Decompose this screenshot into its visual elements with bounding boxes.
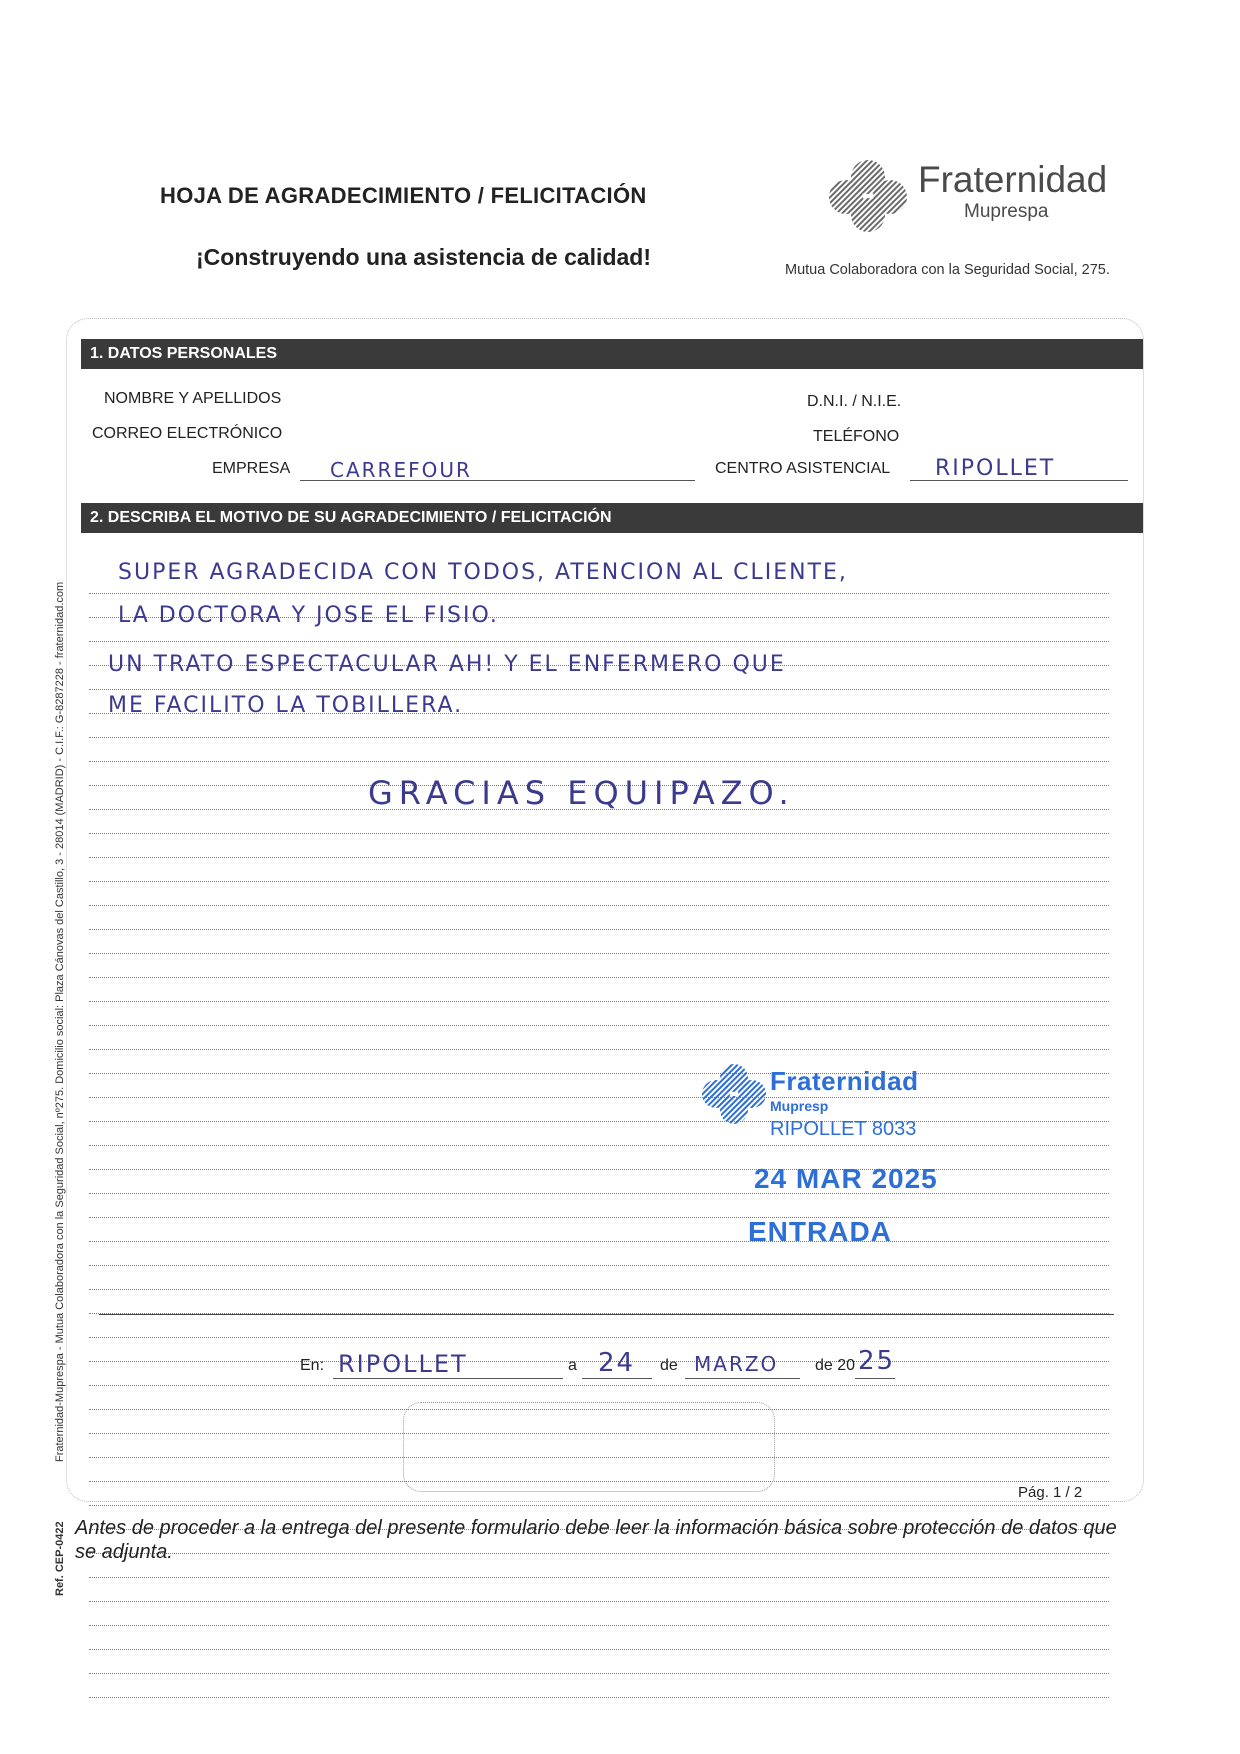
section-motivo-heading: 2. DESCRIBA EL MOTIVO DE SU AGRADECIMIENTO / FELICITACIÓN <box>81 503 1143 533</box>
message-line-3: UN TRATO ESPECTACULAR AH! Y EL ENFERMERO QUE <box>108 652 786 677</box>
entry-stamp <box>690 1060 950 1260</box>
fraternidad-logo <box>820 155 1120 235</box>
signature-box[interactable] <box>403 1402 775 1492</box>
stamp-clover-icon <box>690 1060 770 1126</box>
form-subtitle: ¡Construyendo una asistencia de calidad! <box>196 244 651 270</box>
month-value[interactable]: MARZO <box>694 1352 779 1376</box>
dni-label: D.N.I. / N.I.E. <box>807 393 902 410</box>
clover-logo-icon <box>820 155 910 235</box>
empresa-value[interactable]: CARREFOUR <box>330 458 472 482</box>
a-label: a <box>568 1357 577 1374</box>
year-value[interactable]: 25 <box>858 1346 896 1376</box>
stamp-name: Fraternidad <box>770 1066 919 1096</box>
year-label: de 20 <box>815 1357 856 1374</box>
place-value[interactable]: RIPOLLET <box>338 1350 468 1378</box>
side-legal-text: Fraternidad-Muprespa - Mutua Colaboradora con la Seguridad Social, nº275. Domicilio social: Plaza Cánovas del Castillo, 3 - 28014 (MADRID) - C.I.F.: G-8287228 - fraternidad.com <box>54 581 66 1462</box>
message-line-4: ME FACILITO LA TOBILLERA. <box>108 693 464 718</box>
stamp-date: 24 MAR 2025 <box>754 1163 938 1194</box>
stamp-office: RIPOLLET 8033 <box>770 1118 917 1140</box>
stamp-sub: Mupresp <box>770 1098 829 1114</box>
correo-label: CORREO ELECTRÓNICO <box>92 425 283 442</box>
stamp-entrada: ENTRADA <box>748 1216 892 1247</box>
mutua-caption: Mutua Colaboradora con la Seguridad Social, 275. <box>785 262 1110 278</box>
year-underline <box>855 1378 895 1379</box>
month-underline <box>685 1378 800 1379</box>
day-value[interactable]: 24 <box>598 1348 636 1378</box>
en-label: En: <box>300 1357 325 1374</box>
empresa-label: EMPRESA <box>212 460 291 477</box>
message-line-2: LA DOCTORA Y JOSE EL FISIO. <box>118 603 499 628</box>
telefono-label: TELÉFONO <box>813 428 900 445</box>
privacy-notice: Antes de proceder a la entrega del presente formulario debe leer la información básica sobre protección de datos que se adjunta. <box>75 1517 1117 1563</box>
centro-label: CENTRO ASISTENCIAL <box>715 460 891 477</box>
de-label: de <box>660 1357 678 1374</box>
nombre-label: NOMBRE Y APELLIDOS <box>104 390 282 407</box>
place-underline <box>333 1378 563 1379</box>
logo-name: Fraternidad <box>918 159 1108 200</box>
day-underline <box>582 1378 652 1379</box>
form-title: HOJA DE AGRADECIMIENTO / FELICITACIÓN <box>160 183 647 208</box>
section-personal-data-heading: 1. DATOS PERSONALES <box>81 339 1143 369</box>
centro-value[interactable]: RIPOLLET <box>935 456 1056 481</box>
message-line-1: SUPER AGRADECIDA CON TODOS, ATENCION AL CLIENTE, <box>118 560 848 585</box>
motivo-end-line <box>99 1314 1114 1315</box>
logo-sub: Muprespa <box>964 201 1049 222</box>
page-number: Pág. 1 / 2 <box>1018 1484 1083 1501</box>
message-line-5: GRACIAS EQUIPAZO. <box>368 774 795 812</box>
side-ref-text: Ref. CEP-0422 <box>54 1521 66 1596</box>
